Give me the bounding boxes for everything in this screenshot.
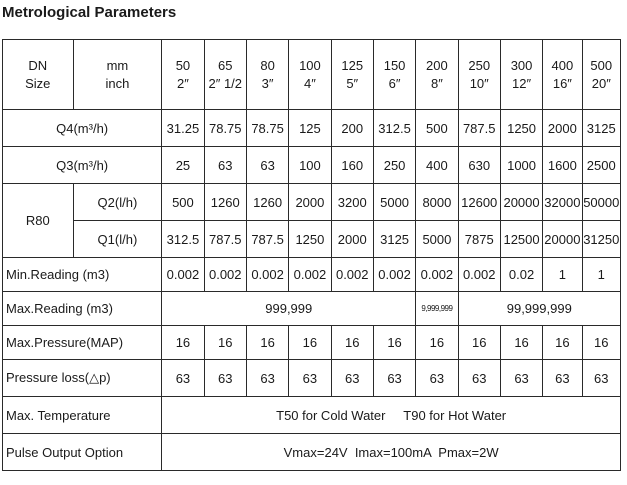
- max-pressure-cell: 16: [582, 326, 620, 360]
- pressure-loss-cell: 63: [331, 360, 373, 397]
- q4-label: Q4(m³/h): [3, 110, 162, 147]
- max-pressure-cell: 16: [204, 326, 246, 360]
- min-reading-cell: 1: [582, 258, 620, 292]
- size-inch: 4″: [303, 75, 316, 91]
- max-pressure-cell: 16: [331, 326, 373, 360]
- size-mm: 250: [468, 57, 491, 73]
- q2-cell: 50000: [582, 184, 620, 221]
- min-reading-cell: 0.02: [500, 258, 542, 292]
- q4-cell: 2000: [543, 110, 582, 147]
- max-pressure-cell: 16: [162, 326, 204, 360]
- size-col: [162, 40, 204, 110]
- unit-header: [73, 40, 162, 110]
- max-pressure-cell: 16: [500, 326, 542, 360]
- pressure-loss-cell: 63: [458, 360, 500, 397]
- min-reading-label: Min.Reading (m3): [3, 258, 162, 292]
- pressure-loss-cell: 63: [373, 360, 415, 397]
- size-inch: 20″: [591, 75, 611, 91]
- q1-cell: 787.5: [246, 221, 288, 258]
- q1-cell: 2000: [331, 221, 373, 258]
- q2-cell: 12600: [458, 184, 500, 221]
- min-reading-cell: 0.002: [246, 258, 288, 292]
- q4-cell: 31.25: [162, 110, 204, 147]
- q3-cell: 25: [162, 147, 204, 184]
- q4-cell: 200: [331, 110, 373, 147]
- q4-cell: 312.5: [373, 110, 415, 147]
- size-mm: 50: [175, 57, 191, 73]
- pressure-loss-cell: 63: [289, 360, 331, 397]
- size-col: [543, 40, 582, 110]
- max-temperature-row: [3, 397, 621, 434]
- q3-cell: 1000: [500, 147, 542, 184]
- min-reading-cell: 0.002: [458, 258, 500, 292]
- pulse-output-value: Vmax=24V Imax=100mA Pmax=2W: [162, 434, 621, 471]
- min-reading-cell: 0.002: [162, 258, 204, 292]
- q2-cell: 5000: [373, 184, 415, 221]
- size-col: [500, 40, 542, 110]
- q4-row: [3, 110, 621, 147]
- max-pressure-row: [3, 326, 621, 360]
- pressure-loss-cell: 63: [543, 360, 582, 397]
- pulse-output-row: [3, 434, 621, 471]
- size-mm: 500: [590, 57, 613, 73]
- size-col: [289, 40, 331, 110]
- size-inch: 16″: [552, 75, 572, 91]
- size-col: [582, 40, 620, 110]
- size-mm: 100: [299, 57, 321, 73]
- size-inch: 2″ 1/2: [208, 75, 243, 91]
- q1-cell: 7875: [458, 221, 500, 258]
- q3-cell: 630: [458, 147, 500, 184]
- size-label: Size: [25, 75, 51, 91]
- q4-cell: 125: [289, 110, 331, 147]
- q2-label: Q2(l/h): [73, 184, 162, 221]
- size-col: [416, 40, 458, 110]
- pressure-loss-cell: 63: [246, 360, 288, 397]
- min-reading-cell: 0.002: [289, 258, 331, 292]
- q2-cell: 500: [162, 184, 204, 221]
- q1-cell: 3125: [373, 221, 415, 258]
- size-inch: 5″: [346, 75, 359, 91]
- max-temperature-value: T50 for Cold Water T90 for Hot Water: [162, 397, 621, 434]
- size-inch: 12″: [512, 75, 532, 91]
- q2-cell: 8000: [416, 184, 458, 221]
- r80-label: R80: [3, 184, 74, 258]
- dn-size-header: [3, 40, 74, 110]
- size-inch: 6″: [388, 75, 401, 91]
- q1-cell: 1250: [289, 221, 331, 258]
- q1-cell: 31250: [582, 221, 620, 258]
- size-col: [246, 40, 288, 110]
- max-pressure-label: Max.Pressure(MAP): [3, 326, 162, 360]
- size-mm: 200: [426, 57, 448, 73]
- pressure-loss-label: Pressure loss(△p): [3, 360, 162, 397]
- size-inch: 8″: [430, 75, 443, 91]
- min-reading-cell: 0.002: [204, 258, 246, 292]
- size-header-row: [3, 40, 621, 110]
- size-mm: 150: [383, 57, 406, 73]
- max-pressure-cell: 16: [289, 326, 331, 360]
- max-reading-value-b: 9,999,999: [416, 292, 458, 326]
- document-title: Metrological Parameters: [2, 4, 177, 21]
- pressure-loss-cell: 63: [416, 360, 458, 397]
- size-col: [204, 40, 246, 110]
- q1-cell: 12500: [500, 221, 542, 258]
- q2-cell: 3200: [331, 184, 373, 221]
- q2-cell: 32000: [543, 184, 582, 221]
- q1-cell: 20000: [543, 221, 582, 258]
- q3-cell: 2500: [582, 147, 620, 184]
- max-reading-label: Max.Reading (m3): [3, 292, 162, 326]
- max-reading-value-c: 99,999,999: [458, 292, 620, 326]
- q3-cell: 1600: [543, 147, 582, 184]
- q1-cell: 5000: [416, 221, 458, 258]
- pressure-loss-cell: 63: [582, 360, 620, 397]
- q4-cell: 1250: [500, 110, 542, 147]
- max-pressure-cell: 16: [543, 326, 582, 360]
- min-reading-cell: 1: [543, 258, 582, 292]
- size-inch: 2″: [177, 75, 189, 91]
- max-pressure-cell: 16: [458, 326, 500, 360]
- q2-cell: 20000: [500, 184, 542, 221]
- max-reading-value-a: 999,999: [162, 292, 416, 326]
- q3-label: Q3(m³/h): [3, 147, 162, 184]
- size-col: [331, 40, 373, 110]
- min-reading-cell: 0.002: [331, 258, 373, 292]
- q3-row: [3, 147, 621, 184]
- q1-cell: 787.5: [204, 221, 246, 258]
- q3-cell: 63: [246, 147, 288, 184]
- max-temperature-label: Max. Temperature: [3, 397, 162, 434]
- q3-cell: 63: [204, 147, 246, 184]
- pressure-loss-row: [3, 360, 621, 397]
- q3-cell: 250: [373, 147, 415, 184]
- q3-cell: 160: [331, 147, 373, 184]
- q2-row: [3, 184, 621, 221]
- size-col: [458, 40, 500, 110]
- q1-label: Q1(l/h): [73, 221, 162, 258]
- max-pressure-cell: 16: [416, 326, 458, 360]
- size-inch: 10″: [469, 75, 489, 91]
- min-reading-row: [3, 258, 621, 292]
- metrological-parameters-table: [2, 39, 621, 471]
- q4-cell: 787.5: [458, 110, 500, 147]
- size-inch: 3″: [261, 75, 274, 91]
- pulse-output-label: Pulse Output Option: [3, 434, 162, 471]
- max-pressure-cell: 16: [246, 326, 288, 360]
- q4-cell: 500: [416, 110, 458, 147]
- size-mm: 300: [510, 57, 533, 73]
- q2-cell: 2000: [289, 184, 331, 221]
- max-reading-row: [3, 292, 621, 326]
- size-mm: 65: [218, 57, 233, 73]
- size-mm: 80: [260, 57, 275, 73]
- q3-cell: 400: [416, 147, 458, 184]
- q3-cell: 100: [289, 147, 331, 184]
- mm-label: mm: [106, 57, 129, 73]
- pressure-loss-cell: 63: [204, 360, 246, 397]
- dn-label: DN: [28, 57, 48, 73]
- q1-cell: 312.5: [162, 221, 204, 258]
- q4-cell: 78.75: [246, 110, 288, 147]
- pressure-loss-cell: 63: [500, 360, 542, 397]
- q1-row: [3, 221, 621, 258]
- q2-cell: 1260: [204, 184, 246, 221]
- min-reading-cell: 0.002: [373, 258, 415, 292]
- q4-cell: 78.75: [204, 110, 246, 147]
- q2-cell: 1260: [246, 184, 288, 221]
- pressure-loss-cell: 63: [162, 360, 204, 397]
- size-mm: 125: [341, 57, 364, 73]
- q4-cell: 3125: [582, 110, 620, 147]
- inch-label: inch: [105, 75, 130, 91]
- min-reading-cell: 0.002: [416, 258, 458, 292]
- max-pressure-cell: 16: [373, 326, 415, 360]
- size-mm: 400: [551, 57, 574, 73]
- size-col: [373, 40, 415, 110]
